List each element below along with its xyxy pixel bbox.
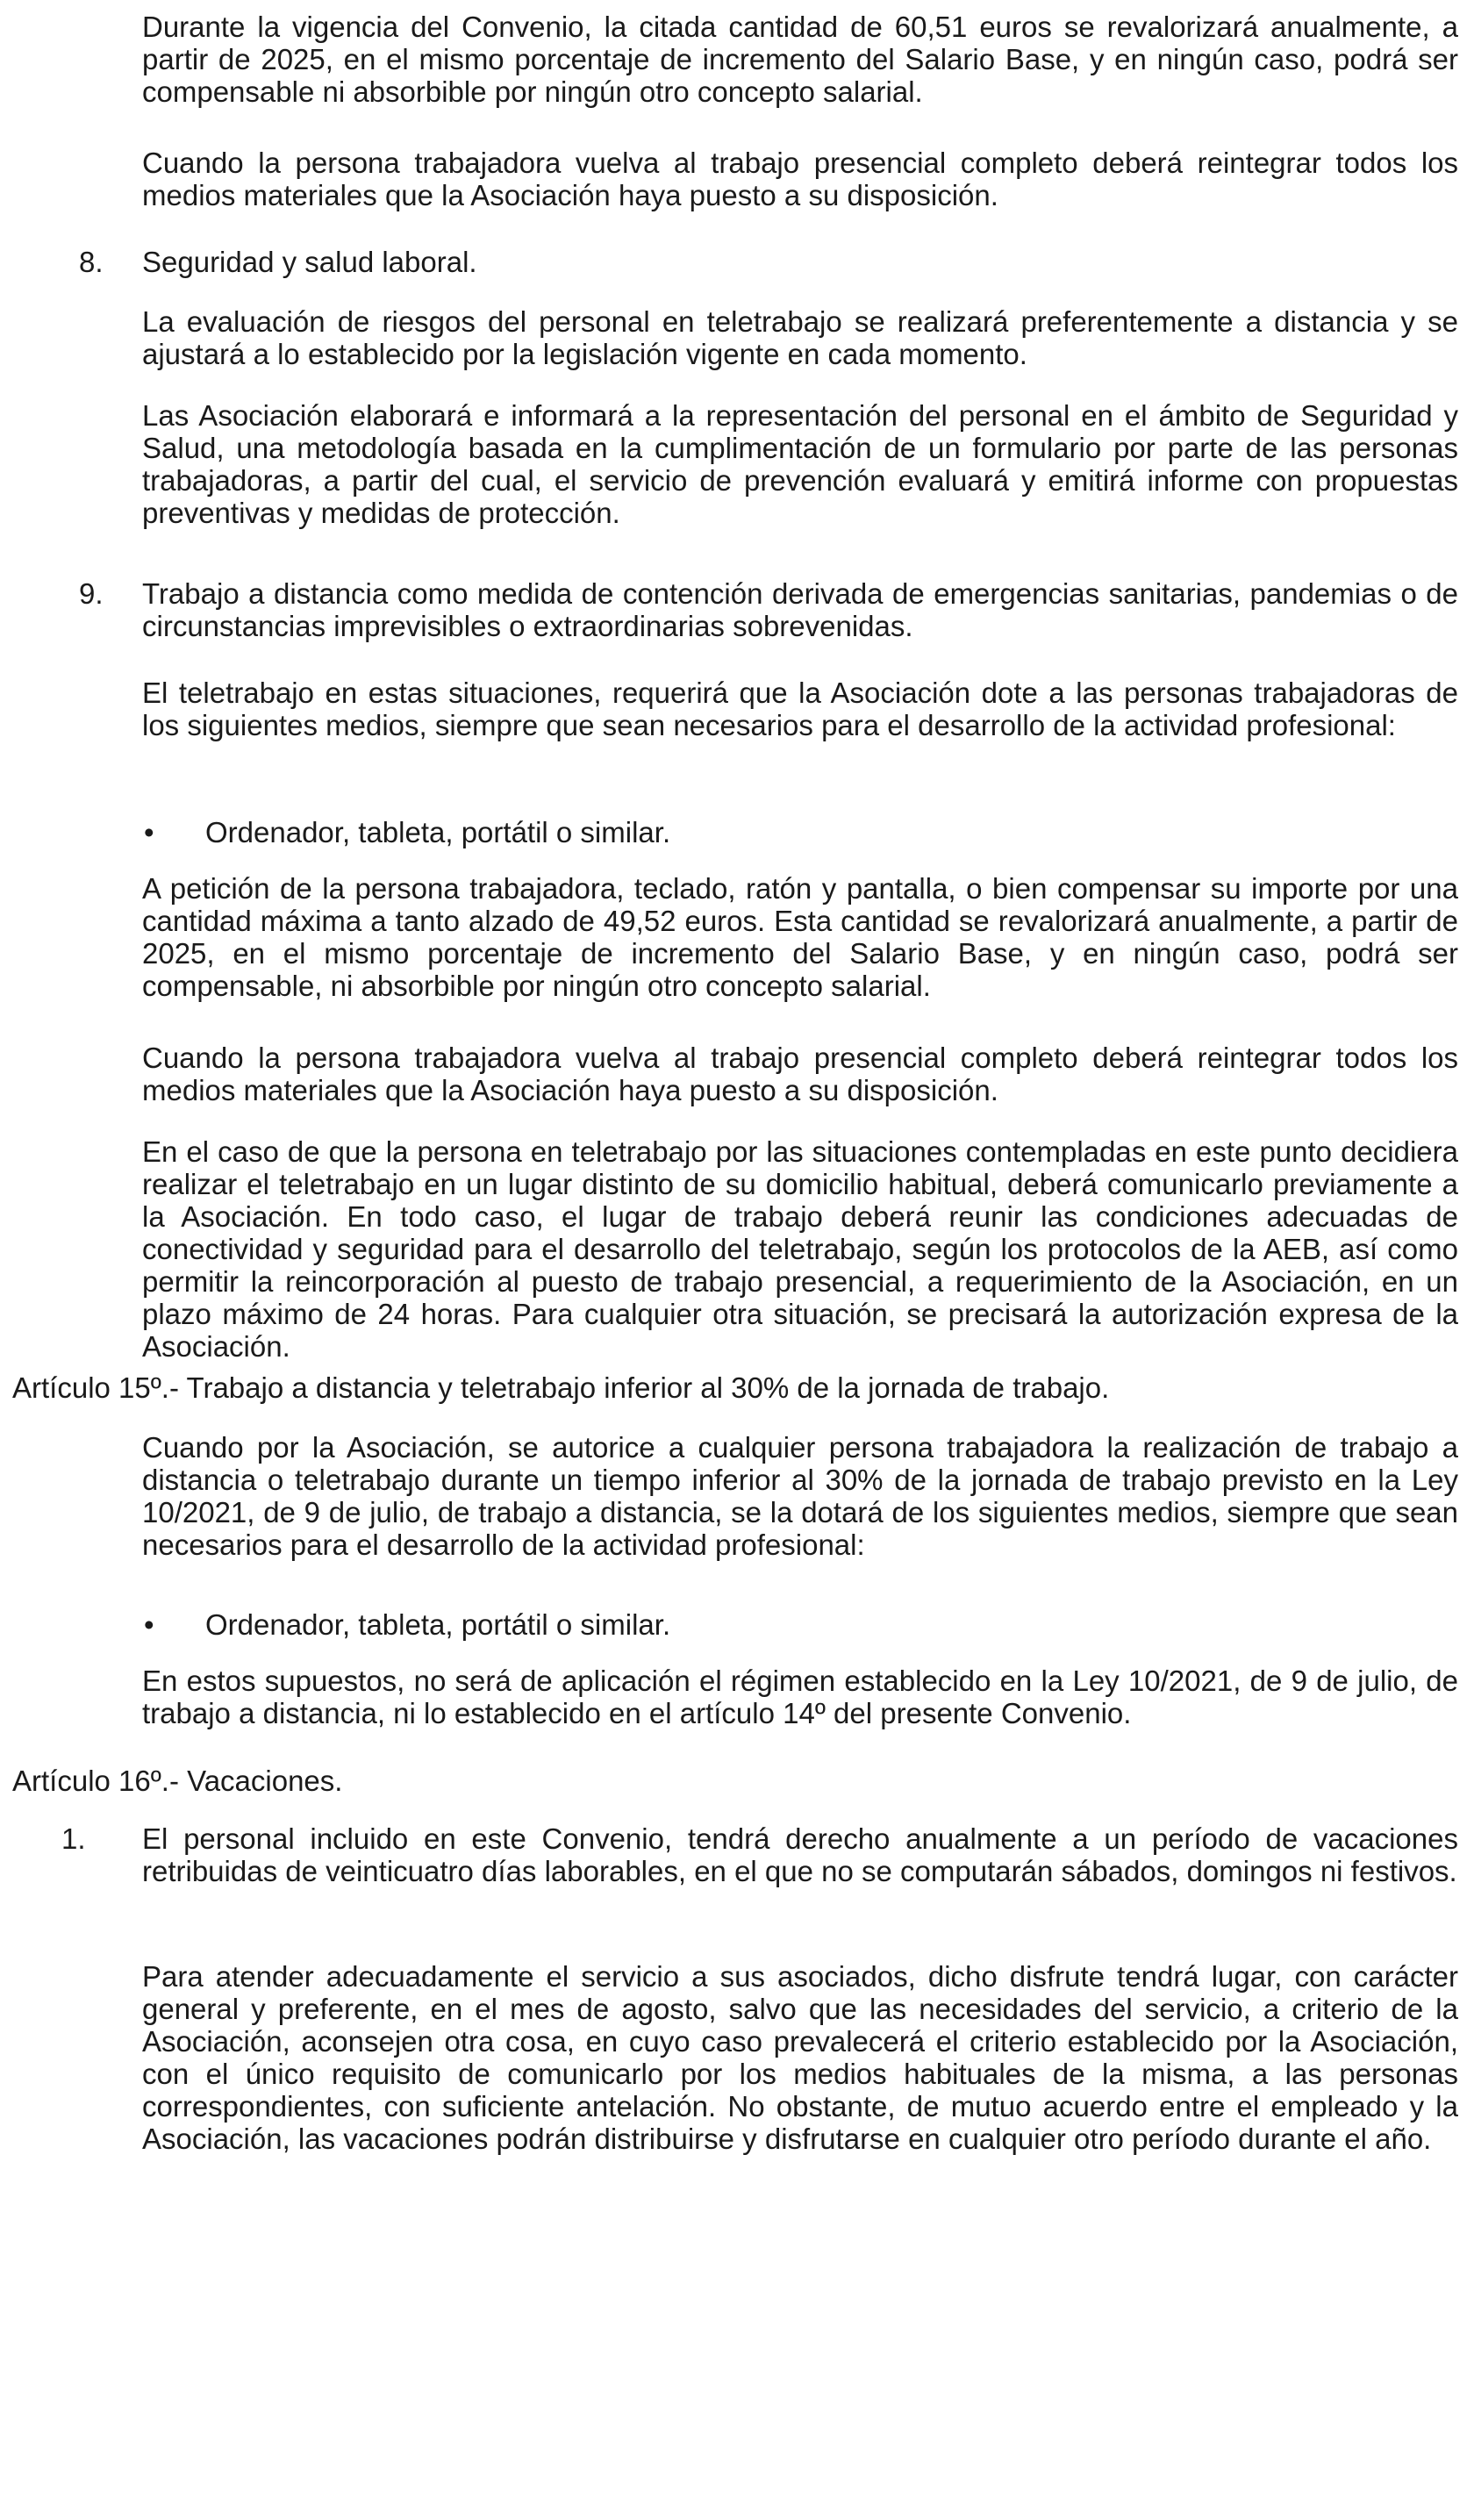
item-8-number: 8. (79, 246, 104, 278)
item-8-title: Seguridad y salud laboral. (142, 246, 477, 278)
bullet-2-text: Ordenador, tableta, portátil o similar. (205, 1608, 671, 1641)
bullet-1-text: Ordenador, tableta, portátil o similar. (205, 816, 671, 848)
item-1-number: 1. (61, 1822, 86, 1855)
paragraph-keyboard-compensation: A petición de la persona trabajadora, teclado, ratón y pantalla, o bien compensar su importe por una cantidad máxima a tanto alzado de 49,52 euros. Esta cantidad se revalorizará anualmente, a partir de 2025, en el mismo porcentaje de incremento del Salario Base, y en ningún caso, podrá ser compensable, ni absorbible por ningún otro concepto salarial. (142, 872, 1458, 1002)
paragraph-revalorization-6051: Durante la vigencia del Convenio, la citada cantidad de 60,51 euros se revalorizará anualmente, a partir de 2025, en el mismo porcentaje de incremento del Salario Base, y en ningún caso, podrá ser compensable ni absorbible por ningún otro concepto salarial. (142, 11, 1458, 108)
item-9-number: 9. (79, 577, 104, 610)
paragraph-reintegrate-materials-2: Cuando la persona trabajadora vuelva al trabajo presencial completo deberá reintegrar todos los medios materiales que la Asociación haya puesto a su disposición. (142, 1042, 1458, 1106)
paragraph-vacation-august: Para atender adecuadamente el servicio a sus asociados, dicho disfrute tendrá lugar, con carácter general y preferente, en el mes de agosto, salvo que las necesidades del servicio, a criterio de la Asociación, aconsejen otra cosa, en cuyo caso prevalecerá el criterio establecido por la Asociación, con el único requisito de comunicarlo por los medios habituales de la misma, a las personas correspondientes, con suficiente antelación. No obstante, de mutuo acuerdo entre el empleado y la Asociación, las vacaciones podrán distribuirse y disfrutarse en cualquier otro período durante el año. (142, 1960, 1458, 2155)
bullet-2-symbol: • (144, 1608, 154, 1641)
paragraph-methodology: Las Asociación elaborará e informará a la representación del personal en el ámbito de Seguridad y Salud, una metodología basada en la cumplimentación de un formulario por parte de las personas trabajadoras, a partir del cual, el servicio de prevención evaluará y emitirá informe con propuestas preventivas y medidas de protección. (142, 399, 1458, 529)
paragraph-alternate-location: En el caso de que la persona en teletrabajo por las situaciones contempladas en este punto decidiera realizar el teletrabajo en un lugar distinto de su domicilio habitual, deberá comunicarlo previamente a la Asociación. En todo caso, el lugar de trabajo deberá reunir las condiciones adecuadas de conectividad y seguridad para el desarrollo del teletrabajo, según los protocolos de la AEB, así como permitir la reincorporación al puesto de trabajo presencial, a requerimiento de la Asociación, en un plazo máximo de 24 horas. Para cualquier otra situación, se precisará la autorización expresa de la Asociación. (142, 1135, 1458, 1363)
article-15-heading: Artículo 15º.- Trabajo a distancia y teletrabajo inferior al 30% de la jornada de trabajo. (12, 1371, 1110, 1404)
item-9-title: Trabajo a distancia como medida de contención derivada de emergencias sanitarias, pandemias o de circunstancias imprevisibles o extraordinarias sobrevenidas. (142, 577, 1458, 642)
paragraph-teleworking-means: El teletrabajo en estas situaciones, requerirá que la Asociación dote a las personas trabajadoras de los siguientes medios, siempre que sean necesarios para el desarrollo de la actividad profesional: (142, 677, 1458, 741)
paragraph-reintegrate-materials-1: Cuando la persona trabajadora vuelva al trabajo presencial completo deberá reintegrar todos los medios materiales que la Asociación haya puesto a su disposición. (142, 147, 1458, 211)
article-16-heading: Artículo 16º.- Vacaciones. (12, 1765, 343, 1797)
paragraph-under-30-percent: Cuando por la Asociación, se autorice a cualquier persona trabajadora la realización de trabajo a distancia o teletrabajo durante un tiempo inferior al 30% de la jornada de trabajo previsto en la Ley 10/2021, de 9 de julio, de trabajo a distancia, se la dotará de los siguientes medios, siempre que sean necesarios para el desarrollo de la actividad profesional: (142, 1431, 1458, 1561)
bullet-1-symbol: • (144, 816, 154, 848)
paragraph-law-not-applicable: En estos supuestos, no será de aplicación el régimen establecido en la Ley 10/2021, de 9 de julio, de trabajo a distancia, ni lo establecido en el artículo 14º del presente Convenio. (142, 1664, 1458, 1729)
paragraph-vacation-days: El personal incluido en este Convenio, tendrá derecho anualmente a un período de vacaciones retribuidas de veinticuatro días laborables, en el que no se computarán sábados, domingos ni festivos. (142, 1822, 1458, 1887)
paragraph-risk-evaluation: La evaluación de riesgos del personal en teletrabajo se realizará preferentemente a distancia y se ajustará a lo establecido por la legislación vigente en cada momento. (142, 305, 1458, 370)
